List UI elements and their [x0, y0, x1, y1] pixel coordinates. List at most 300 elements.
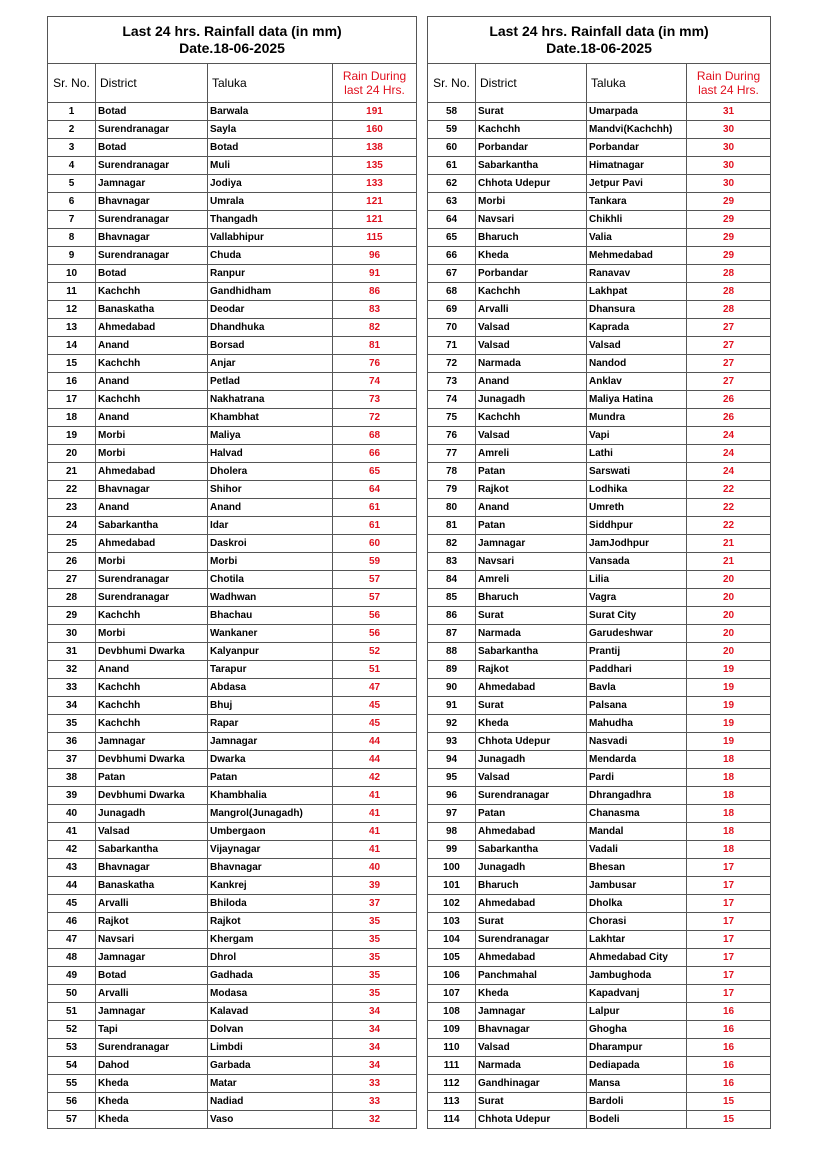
district-cell: Kachchh: [476, 409, 587, 427]
table-row: [48, 751, 417, 769]
sr-no-cell: 24: [48, 517, 96, 535]
sr-no-cell: 10: [48, 265, 96, 283]
rain-value-cell: 68: [333, 427, 417, 445]
sr-no-cell: 18: [48, 409, 96, 427]
taluka-cell: Kalavad: [208, 1003, 333, 1021]
table-row: [48, 679, 417, 697]
taluka-cell: Valsad: [587, 337, 687, 355]
rain-value-cell: 20: [687, 607, 771, 625]
table-row: [428, 1093, 771, 1111]
table-row: [428, 247, 771, 265]
district-cell: Ahmedabad: [476, 949, 587, 967]
sr-no-cell: 60: [428, 139, 476, 157]
sr-no-cell: 71: [428, 337, 476, 355]
district-cell: Morbi: [96, 553, 208, 571]
table-row: [428, 571, 771, 589]
left-table-body: [48, 103, 417, 1129]
sr-no-cell: 81: [428, 517, 476, 535]
taluka-cell: Lodhika: [587, 481, 687, 499]
sr-no-cell: 37: [48, 751, 96, 769]
title-line-1: Last 24 hrs. Rainfall data (in mm): [489, 23, 709, 39]
district-cell: Surendranagar: [96, 247, 208, 265]
rain-value-cell: 21: [687, 535, 771, 553]
sr-no-cell: 107: [428, 985, 476, 1003]
sr-no-cell: 31: [48, 643, 96, 661]
rain-value-cell: 191: [333, 103, 417, 121]
district-cell: Ahmedabad: [476, 679, 587, 697]
table-row: [428, 265, 771, 283]
rain-value-cell: 18: [687, 805, 771, 823]
taluka-cell: Chorasi: [587, 913, 687, 931]
rain-value-cell: 66: [333, 445, 417, 463]
sr-no-cell: 16: [48, 373, 96, 391]
district-cell: Morbi: [96, 625, 208, 643]
district-cell: Anand: [96, 661, 208, 679]
taluka-cell: Nandod: [587, 355, 687, 373]
district-cell: Surendranagar: [96, 211, 208, 229]
taluka-cell: Prantij: [587, 643, 687, 661]
taluka-cell: Garbada: [208, 1057, 333, 1075]
rain-value-cell: 61: [333, 517, 417, 535]
district-cell: Bharuch: [476, 589, 587, 607]
table-row: [428, 103, 771, 121]
taluka-cell: Mandal: [587, 823, 687, 841]
table-row: [428, 319, 771, 337]
taluka-cell: Ahmedabad City: [587, 949, 687, 967]
sr-no-cell: 92: [428, 715, 476, 733]
rain-value-cell: 45: [333, 715, 417, 733]
rain-value-cell: 17: [687, 913, 771, 931]
taluka-cell: Wadhwan: [208, 589, 333, 607]
table-row: [48, 247, 417, 265]
sr-no-cell: 51: [48, 1003, 96, 1021]
title-line-1: Last 24 hrs. Rainfall data (in mm): [122, 23, 342, 39]
taluka-cell: Deodar: [208, 301, 333, 319]
sr-no-cell: 54: [48, 1057, 96, 1075]
taluka-cell: Umreth: [587, 499, 687, 517]
district-cell: Sabarkantha: [476, 157, 587, 175]
sr-no-cell: 93: [428, 733, 476, 751]
sr-no-cell: 66: [428, 247, 476, 265]
sr-no-cell: 57: [48, 1111, 96, 1129]
sr-no-cell: 5: [48, 175, 96, 193]
district-cell: Patan: [476, 463, 587, 481]
district-cell: Junagadh: [476, 391, 587, 409]
sr-no-cell: 84: [428, 571, 476, 589]
sr-no-cell: 90: [428, 679, 476, 697]
rain-value-cell: 60: [333, 535, 417, 553]
table-row: [48, 715, 417, 733]
rain-value-cell: 17: [687, 985, 771, 1003]
district-cell: Arvalli: [476, 301, 587, 319]
rain-value-cell: 29: [687, 211, 771, 229]
district-cell: Junagadh: [476, 859, 587, 877]
table-row: [48, 895, 417, 913]
table-row: [48, 139, 417, 157]
rain-value-cell: 91: [333, 265, 417, 283]
rain-value-cell: 41: [333, 787, 417, 805]
rain-value-cell: 19: [687, 715, 771, 733]
table-row: [48, 733, 417, 751]
sr-no-cell: 15: [48, 355, 96, 373]
district-cell: Surat: [476, 1093, 587, 1111]
sr-no-cell: 114: [428, 1111, 476, 1129]
rain-value-cell: 16: [687, 1039, 771, 1057]
rain-value-cell: 15: [687, 1111, 771, 1129]
sr-no-cell: 7: [48, 211, 96, 229]
taluka-cell: Dhrangadhra: [587, 787, 687, 805]
sr-no-cell: 13: [48, 319, 96, 337]
district-cell: Panchmahal: [476, 967, 587, 985]
table-row: [428, 607, 771, 625]
district-cell: Kachchh: [476, 283, 587, 301]
taluka-cell: Porbandar: [587, 139, 687, 157]
rain-value-cell: 52: [333, 643, 417, 661]
table-row: [48, 229, 417, 247]
table-row: [48, 283, 417, 301]
district-cell: Ahmedabad: [96, 463, 208, 481]
table-row: [48, 589, 417, 607]
rain-value-cell: 31: [687, 103, 771, 121]
rain-value-cell: 40: [333, 859, 417, 877]
rain-value-cell: 73: [333, 391, 417, 409]
taluka-cell: Siddhpur: [587, 517, 687, 535]
header-rain-line-1: Rain During: [342, 69, 407, 83]
district-cell: Kachchh: [96, 607, 208, 625]
table-row: [428, 1003, 771, 1021]
table-row: [428, 949, 771, 967]
district-cell: Kachchh: [96, 355, 208, 373]
district-cell: Jamnagar: [476, 535, 587, 553]
district-cell: Kachchh: [96, 697, 208, 715]
district-cell: Amreli: [476, 571, 587, 589]
rain-value-cell: 24: [687, 445, 771, 463]
rain-value-cell: 72: [333, 409, 417, 427]
district-cell: Bhavnagar: [476, 1021, 587, 1039]
rain-value-cell: 18: [687, 769, 771, 787]
taluka-cell: Sayla: [208, 121, 333, 139]
rain-value-cell: 28: [687, 265, 771, 283]
table-row: [428, 805, 771, 823]
sr-no-cell: 87: [428, 625, 476, 643]
sr-no-cell: 53: [48, 1039, 96, 1057]
district-cell: Bhavnagar: [96, 481, 208, 499]
rain-value-cell: 26: [687, 409, 771, 427]
sr-no-cell: 72: [428, 355, 476, 373]
taluka-cell: Lakhtar: [587, 931, 687, 949]
sr-no-cell: 64: [428, 211, 476, 229]
table-row: [428, 175, 771, 193]
district-cell: Anand: [476, 499, 587, 517]
rain-value-cell: 34: [333, 1003, 417, 1021]
rain-value-cell: 59: [333, 553, 417, 571]
rain-value-cell: 32: [333, 1111, 417, 1129]
table-row: [48, 553, 417, 571]
district-cell: Devbhumi Dwarka: [96, 751, 208, 769]
district-cell: Surendranagar: [96, 571, 208, 589]
district-cell: Junagadh: [476, 751, 587, 769]
taluka-cell: Paddhari: [587, 661, 687, 679]
rain-value-cell: 22: [687, 517, 771, 535]
rain-value-cell: 24: [687, 463, 771, 481]
header-sr-no: Sr. No.: [48, 64, 96, 103]
rain-value-cell: 29: [687, 229, 771, 247]
taluka-cell: Surat City: [587, 607, 687, 625]
rain-value-cell: 34: [333, 1021, 417, 1039]
district-cell: Kheda: [476, 985, 587, 1003]
sr-no-cell: 36: [48, 733, 96, 751]
sr-no-cell: 59: [428, 121, 476, 139]
sr-no-cell: 50: [48, 985, 96, 1003]
table-row: [428, 499, 771, 517]
rain-value-cell: 30: [687, 157, 771, 175]
district-cell: Jamnagar: [476, 1003, 587, 1021]
sr-no-cell: 48: [48, 949, 96, 967]
district-cell: Valsad: [476, 1039, 587, 1057]
district-cell: Navsari: [476, 553, 587, 571]
taluka-cell: Jambughoda: [587, 967, 687, 985]
table-row: [48, 769, 417, 787]
district-cell: Surat: [476, 607, 587, 625]
district-cell: Patan: [96, 769, 208, 787]
rain-value-cell: 42: [333, 769, 417, 787]
table-row: [48, 535, 417, 553]
rain-value-cell: 39: [333, 877, 417, 895]
rain-value-cell: 19: [687, 661, 771, 679]
table-row: [428, 733, 771, 751]
district-cell: Surendranagar: [96, 589, 208, 607]
table-row: [48, 175, 417, 193]
table-row: [428, 841, 771, 859]
rain-value-cell: 19: [687, 697, 771, 715]
rain-value-cell: 83: [333, 301, 417, 319]
taluka-cell: Chotila: [208, 571, 333, 589]
sr-no-cell: 42: [48, 841, 96, 859]
district-cell: Anand: [96, 499, 208, 517]
table-row: [48, 625, 417, 643]
district-cell: Chhota Udepur: [476, 1111, 587, 1129]
district-cell: Anand: [96, 373, 208, 391]
sr-no-cell: 9: [48, 247, 96, 265]
taluka-cell: Botad: [208, 139, 333, 157]
table-row: [48, 193, 417, 211]
district-cell: Chhota Udepur: [476, 175, 587, 193]
rain-value-cell: 20: [687, 643, 771, 661]
right-rainfall-panel: [427, 16, 770, 1129]
rain-value-cell: 138: [333, 139, 417, 157]
sr-no-cell: 102: [428, 895, 476, 913]
taluka-cell: Rajkot: [208, 913, 333, 931]
rain-value-cell: 19: [687, 733, 771, 751]
taluka-cell: Bardoli: [587, 1093, 687, 1111]
taluka-cell: Mehmedabad: [587, 247, 687, 265]
sr-no-cell: 67: [428, 265, 476, 283]
table-row: [428, 409, 771, 427]
sr-no-cell: 75: [428, 409, 476, 427]
taluka-cell: Patan: [208, 769, 333, 787]
rain-value-cell: 35: [333, 931, 417, 949]
sr-no-cell: 47: [48, 931, 96, 949]
taluka-cell: Ghogha: [587, 1021, 687, 1039]
rain-value-cell: 16: [687, 1075, 771, 1093]
table-row: [428, 445, 771, 463]
taluka-cell: Anklav: [587, 373, 687, 391]
rain-value-cell: 35: [333, 967, 417, 985]
taluka-cell: Bodeli: [587, 1111, 687, 1129]
sr-no-cell: 35: [48, 715, 96, 733]
table-row: [48, 517, 417, 535]
district-cell: Junagadh: [96, 805, 208, 823]
district-cell: Valsad: [476, 427, 587, 445]
rain-value-cell: 17: [687, 895, 771, 913]
table-row: [428, 625, 771, 643]
rain-value-cell: 133: [333, 175, 417, 193]
taluka-cell: JamJodhpur: [587, 535, 687, 553]
table-row: [428, 859, 771, 877]
district-cell: Kachchh: [96, 391, 208, 409]
taluka-cell: Kankrej: [208, 877, 333, 895]
rain-value-cell: 121: [333, 211, 417, 229]
district-cell: Surendranagar: [476, 787, 587, 805]
table-row: [48, 823, 417, 841]
taluka-cell: Chikhli: [587, 211, 687, 229]
taluka-cell: Wankaner: [208, 625, 333, 643]
rain-value-cell: 27: [687, 337, 771, 355]
taluka-cell: Jambusar: [587, 877, 687, 895]
sr-no-cell: 55: [48, 1075, 96, 1093]
district-cell: Banaskatha: [96, 877, 208, 895]
taluka-cell: Anand: [208, 499, 333, 517]
taluka-cell: Palsana: [587, 697, 687, 715]
taluka-cell: Chuda: [208, 247, 333, 265]
rain-value-cell: 44: [333, 733, 417, 751]
taluka-cell: Mahudha: [587, 715, 687, 733]
taluka-cell: Shihor: [208, 481, 333, 499]
rain-value-cell: 20: [687, 625, 771, 643]
rain-value-cell: 22: [687, 499, 771, 517]
taluka-cell: Lakhpat: [587, 283, 687, 301]
taluka-cell: Vijaynagar: [208, 841, 333, 859]
table-row: [48, 391, 417, 409]
sr-no-cell: 3: [48, 139, 96, 157]
district-cell: Valsad: [476, 769, 587, 787]
sr-no-cell: 82: [428, 535, 476, 553]
table-row: [428, 211, 771, 229]
sr-no-cell: 100: [428, 859, 476, 877]
header-rain-line-2: last 24 Hrs.: [344, 83, 405, 97]
taluka-cell: Khambhalia: [208, 787, 333, 805]
taluka-cell: Vadali: [587, 841, 687, 859]
district-cell: Devbhumi Dwarka: [96, 787, 208, 805]
rain-value-cell: 27: [687, 355, 771, 373]
table-row: [428, 301, 771, 319]
table-row: [48, 571, 417, 589]
district-cell: Rajkot: [96, 913, 208, 931]
district-cell: Kheda: [476, 247, 587, 265]
table-row: [428, 787, 771, 805]
sr-no-cell: 46: [48, 913, 96, 931]
rain-value-cell: 56: [333, 625, 417, 643]
table-row: [428, 373, 771, 391]
sr-no-cell: 8: [48, 229, 96, 247]
sr-no-cell: 113: [428, 1093, 476, 1111]
district-cell: Bhavnagar: [96, 229, 208, 247]
taluka-cell: Mansa: [587, 1075, 687, 1093]
sr-no-cell: 28: [48, 589, 96, 607]
header-district: District: [476, 64, 587, 103]
district-cell: Anand: [476, 373, 587, 391]
district-cell: Porbandar: [476, 139, 587, 157]
taluka-cell: Mundra: [587, 409, 687, 427]
sr-no-cell: 106: [428, 967, 476, 985]
table-row: [48, 1075, 417, 1093]
district-cell: Kheda: [476, 715, 587, 733]
header-rain-line-1: Rain During: [696, 69, 761, 83]
district-cell: Arvalli: [96, 985, 208, 1003]
sr-no-cell: 111: [428, 1057, 476, 1075]
table-row: [428, 1057, 771, 1075]
sr-no-cell: 2: [48, 121, 96, 139]
taluka-cell: Dharampur: [587, 1039, 687, 1057]
taluka-cell: Sarswati: [587, 463, 687, 481]
rain-value-cell: 64: [333, 481, 417, 499]
sr-no-cell: 68: [428, 283, 476, 301]
table-row: [428, 1021, 771, 1039]
table-row: [428, 985, 771, 1003]
taluka-cell: Tarapur: [208, 661, 333, 679]
district-cell: Navsari: [476, 211, 587, 229]
taluka-cell: Vallabhipur: [208, 229, 333, 247]
table-row: [48, 1057, 417, 1075]
sr-no-cell: 43: [48, 859, 96, 877]
taluka-cell: Bhuj: [208, 697, 333, 715]
taluka-cell: Nakhatrana: [208, 391, 333, 409]
sr-no-cell: 61: [428, 157, 476, 175]
taluka-cell: Gadhada: [208, 967, 333, 985]
table-row: [48, 337, 417, 355]
taluka-cell: Borsad: [208, 337, 333, 355]
table-row: [428, 139, 771, 157]
taluka-cell: Modasa: [208, 985, 333, 1003]
table-row: [428, 1111, 771, 1129]
rain-value-cell: 29: [687, 247, 771, 265]
taluka-cell: Maliya: [208, 427, 333, 445]
taluka-cell: Kapadvanj: [587, 985, 687, 1003]
district-cell: Sabarkantha: [96, 517, 208, 535]
rain-value-cell: 86: [333, 283, 417, 301]
district-cell: Surendranagar: [96, 157, 208, 175]
rain-value-cell: 16: [687, 1021, 771, 1039]
rain-value-cell: 61: [333, 499, 417, 517]
sr-no-cell: 85: [428, 589, 476, 607]
taluka-cell: Muli: [208, 157, 333, 175]
header-sr-no: Sr. No.: [428, 64, 476, 103]
table-title: [428, 17, 771, 64]
table-row: [428, 481, 771, 499]
table-row: [428, 463, 771, 481]
rain-value-cell: 41: [333, 823, 417, 841]
right-table-body: [428, 103, 771, 1129]
table-row: [48, 427, 417, 445]
table-row: [48, 841, 417, 859]
taluka-cell: Kalyanpur: [208, 643, 333, 661]
rain-value-cell: 18: [687, 823, 771, 841]
sr-no-cell: 99: [428, 841, 476, 859]
district-cell: Valsad: [476, 337, 587, 355]
sr-no-cell: 32: [48, 661, 96, 679]
district-cell: Bhavnagar: [96, 193, 208, 211]
district-cell: Kachchh: [96, 283, 208, 301]
